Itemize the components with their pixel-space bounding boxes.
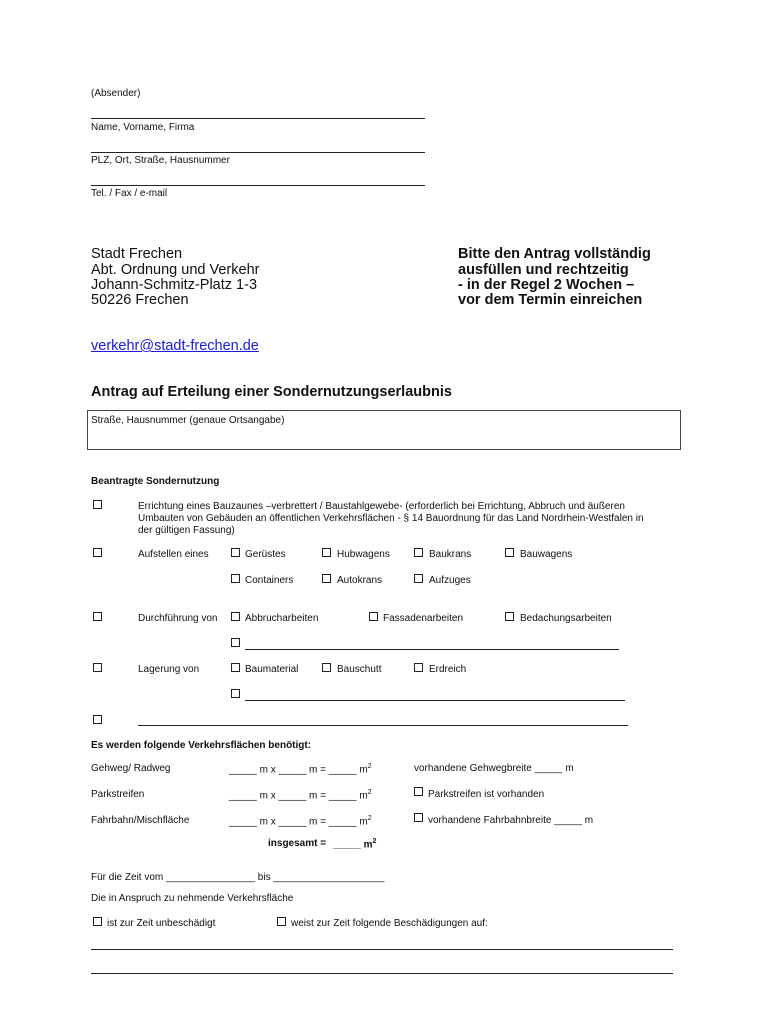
areas-heading: Es werden folgende Verkehrsflächen benötigt:	[91, 740, 312, 751]
total-value[interactable]: _____ $m^2$	[333, 838, 377, 851]
notice-line-2: ausfüllen und rechtzeitig	[458, 262, 629, 278]
facade-checkbox[interactable]	[369, 612, 378, 621]
email-link[interactable]: verkehr@stadt-frechen.de	[91, 338, 259, 354]
container-checkbox[interactable]	[231, 574, 240, 583]
demolition-checkbox[interactable]	[231, 612, 240, 621]
rubble-label: Bauschutt	[337, 664, 382, 675]
parking-present-label: Parkstreifen ist vorhanden	[428, 789, 545, 800]
sender-label: (Absender)	[91, 88, 141, 99]
fence-text-2: Umbauten von Gebäuden an öffentlichen Verkehrsflächen - § 14 Bauordnung für das Land Nordrhein-Westfalen in	[138, 513, 644, 524]
notice-line-1: Bitte den Antrag vollständig	[458, 246, 651, 262]
roadway-width-label[interactable]: vorhandene Fahrbahnbreite _____ m	[428, 815, 594, 826]
setup-checkbox[interactable]	[93, 548, 102, 557]
undamaged-checkbox[interactable]	[93, 917, 102, 926]
soil-label: Erdreich	[429, 664, 467, 675]
works-checkbox[interactable]	[93, 612, 102, 621]
storage-checkbox[interactable]	[93, 663, 102, 672]
location-field[interactable]	[87, 410, 681, 450]
other-storage-checkbox[interactable]	[231, 689, 240, 698]
recipient-line-3: Johann-Schmitz-Platz 1-3	[91, 277, 258, 293]
address-line[interactable]	[91, 152, 425, 153]
site-trailer-label: Bauwagens	[520, 549, 573, 560]
damaged-checkbox[interactable]	[277, 917, 286, 926]
damage-line-1[interactable]	[91, 949, 673, 950]
roadway-label: Fahrbahn/Mischfläche	[91, 815, 190, 826]
crane-label: Baukrans	[429, 549, 472, 560]
crane-checkbox[interactable]	[414, 548, 423, 557]
other-works-line[interactable]	[245, 649, 619, 650]
notice-line-4: vor dem Termin einreichen	[458, 292, 643, 308]
roadway-formula[interactable]: _____ m x _____ m = _____ $m^2$	[229, 815, 372, 828]
building-material-checkbox[interactable]	[231, 663, 240, 672]
address-label: PLZ, Ort, Straße, Hausnummer	[91, 155, 230, 166]
usage-heading: Beantragte Sondernutzung	[91, 476, 220, 487]
name-line[interactable]	[91, 118, 425, 119]
scaffold-checkbox[interactable]	[231, 548, 240, 557]
notice-line-3: - in der Regel 2 Wochen –	[458, 277, 635, 293]
total-label: insgesamt =	[268, 838, 327, 849]
rubble-checkbox[interactable]	[322, 663, 331, 672]
recipient-line-1: Stadt Frechen	[91, 246, 183, 262]
mobile-crane-checkbox[interactable]	[322, 574, 331, 583]
damaged-label: weist zur Zeit folgende Beschädigungen auf:	[291, 918, 488, 929]
soil-checkbox[interactable]	[414, 663, 423, 672]
mobile-crane-label: Autokrans	[337, 575, 383, 586]
storage-label: Lagerung von	[138, 664, 200, 675]
other-usage-checkbox[interactable]	[93, 715, 102, 724]
sidewalk-formula[interactable]: _____ m x _____ m = _____ $m^2$	[229, 763, 372, 776]
other-storage-line[interactable]	[245, 700, 625, 701]
elevator-label: Aufzuges	[429, 575, 471, 586]
roofing-label: Bedachungsarbeiten	[520, 613, 612, 624]
elevator-checkbox[interactable]	[414, 574, 423, 583]
sidewalk-label: Gehweg/ Radweg	[91, 763, 171, 774]
parking-label: Parkstreifen	[91, 789, 145, 800]
lift-truck-label: Hubwagens	[337, 549, 390, 560]
roadway-width-checkbox[interactable]	[414, 813, 423, 822]
building-material-label: Baumaterial	[245, 664, 299, 675]
works-label: Durchführung von	[138, 613, 218, 624]
facade-label: Fassadenarbeiten	[383, 613, 464, 624]
other-works-checkbox[interactable]	[231, 638, 240, 647]
lift-truck-checkbox[interactable]	[322, 548, 331, 557]
damage-line-2[interactable]	[91, 973, 673, 974]
scaffold-label: Gerüstes	[245, 549, 286, 560]
form-title: Antrag auf Erteilung einer Sondernutzungserlaubnis	[91, 384, 452, 400]
location-label: Straße, Hausnummer (genaue Ortsangabe)	[91, 415, 285, 426]
recipient-line-4: 50226 Frechen	[91, 292, 189, 308]
parking-formula[interactable]: _____ m x _____ m = _____ $m^2$	[229, 789, 372, 802]
undamaged-label: ist zur Zeit unbeschädigt	[107, 918, 216, 929]
recipient-line-2: Abt. Ordnung und Verkehr	[91, 262, 260, 278]
name-label: Name, Vorname, Firma	[91, 122, 195, 133]
fence-text-3: der gültigen Fassung)	[138, 525, 235, 536]
fence-checkbox[interactable]	[93, 500, 102, 509]
fence-text-1: Errichtung eines Bauzaunes –verbrettert / Baustahlgewebe- (erforderlich bei Errichtung, Abbruch und äußeren	[138, 501, 625, 512]
other-usage-line[interactable]	[138, 725, 628, 726]
parking-present-checkbox[interactable]	[414, 787, 423, 796]
setup-label: Aufstellen eines	[138, 549, 209, 560]
container-label: Containers	[245, 575, 294, 586]
period-field[interactable]: Für die Zeit vom ________________ bis ____________________	[91, 872, 385, 883]
contact-label: Tel. / Fax / e-mail	[91, 188, 168, 199]
site-trailer-checkbox[interactable]	[505, 548, 514, 557]
condition-label: Die in Anspruch zu nehmende Verkehrsfläche	[91, 893, 294, 904]
contact-line[interactable]	[91, 185, 425, 186]
demolition-label: Abbrucharbeiten	[245, 613, 319, 624]
roofing-checkbox[interactable]	[505, 612, 514, 621]
sidewalk-width[interactable]: vorhandene Gehwegbreite _____ m	[414, 763, 574, 774]
